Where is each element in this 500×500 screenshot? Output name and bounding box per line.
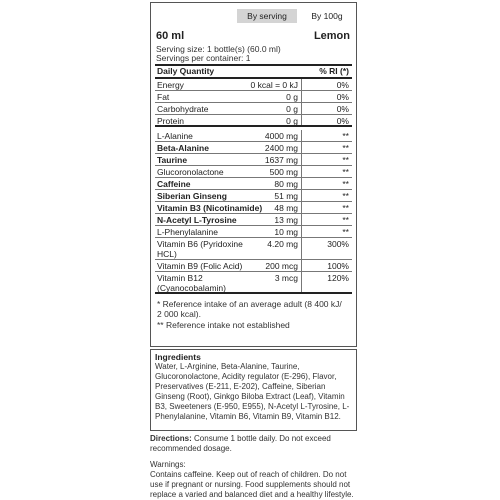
product-flavor: Lemon xyxy=(313,30,350,42)
ingredients-text: Water, L-Arginine, Beta-Alanine, Taurine, Glucoronolactone, Acidity regulator (E-296), Flavor, Preservatives (E-211, E-202), Caffeine, Siberian Ginseng (Root), Ginkgo Biloba Extract (Leaf), Vitamin B3, Sweeteners (E-950, E955), N-Acetyl L-Tyrosine, L-Phenylalanine, Vitamin B6, Vitamin B9, Vitamin B12. xyxy=(155,362,350,421)
tab-by-100g[interactable]: By 100g xyxy=(311,11,343,21)
product-volume: 60 ml xyxy=(156,30,185,42)
table-header-quantity: Daily Quantity xyxy=(157,66,215,76)
tab-by-serving[interactable]: By serving xyxy=(237,9,297,23)
directions-label: Directions: xyxy=(150,434,192,443)
table-row: Fat 0 g 0% xyxy=(155,91,352,103)
table-row: Taurine 1637 mg ** xyxy=(155,154,352,166)
ingredients-title: Ingredients xyxy=(155,352,201,362)
serving-size: Serving size: 1 bottle(s) (60.0 ml) xyxy=(156,44,281,54)
table-row: Vitamin B6 (Pyridoxine HCL) 4.20 mg 300% xyxy=(155,238,352,260)
table-row: Caffeine 80 mg ** xyxy=(155,178,352,190)
table-row: Energy 0 kcal = 0 kJ 0% xyxy=(155,79,352,91)
ingredients-box xyxy=(150,349,357,431)
table-row: Vitamin B3 (Nicotinamide) 48 mg ** xyxy=(155,202,352,214)
unit-tabs xyxy=(237,9,357,23)
table-row: Protein 0 g 0% xyxy=(155,115,352,127)
directions-text: Consume 1 bottle daily. Do not exceed recommended dosage. xyxy=(150,434,331,453)
directions xyxy=(150,434,360,454)
footnote-no-reference: ** Reference intake not established xyxy=(157,320,290,330)
warnings-label: Warnings: xyxy=(150,460,186,469)
nutrition-label xyxy=(150,2,357,347)
table-row: Beta-Alanine 2400 mg ** xyxy=(155,142,352,154)
warnings xyxy=(150,460,360,500)
table-row: L-Alanine 4000 mg ** xyxy=(155,130,352,142)
table-row: Glucoronolactone 500 mg ** xyxy=(155,166,352,178)
table-row: Vitamin B12 (Cyanocobalamin) 3 mcg 120% xyxy=(155,272,352,294)
table-header xyxy=(155,65,352,77)
warnings-text: Contains caffeine. Keep out of reach of children. Do not use if pregnant or nursing. Food supplements should not replace a varied and balanced diet and a healthy lifestyle. xyxy=(150,470,354,499)
servings-per-container: Servings per container: 1 xyxy=(156,53,251,63)
table-row: N-Acetyl L-Tyrosine 13 mg ** xyxy=(155,214,352,226)
table-row: L-Phenylalanine 10 mg ** xyxy=(155,226,352,238)
footnote-reference-intake: * Reference intake of an average adult (8 400 kJ/ 2 000 kcal). xyxy=(157,299,342,319)
table-row: Siberian Ginseng 51 mg ** xyxy=(155,190,352,202)
table-row: Vitamin B9 (Folic Acid) 200 mcg 100% xyxy=(155,260,352,272)
table-header-ri: % RI (*) xyxy=(319,66,349,76)
table-row: Carbohydrate 0 g 0% xyxy=(155,103,352,115)
